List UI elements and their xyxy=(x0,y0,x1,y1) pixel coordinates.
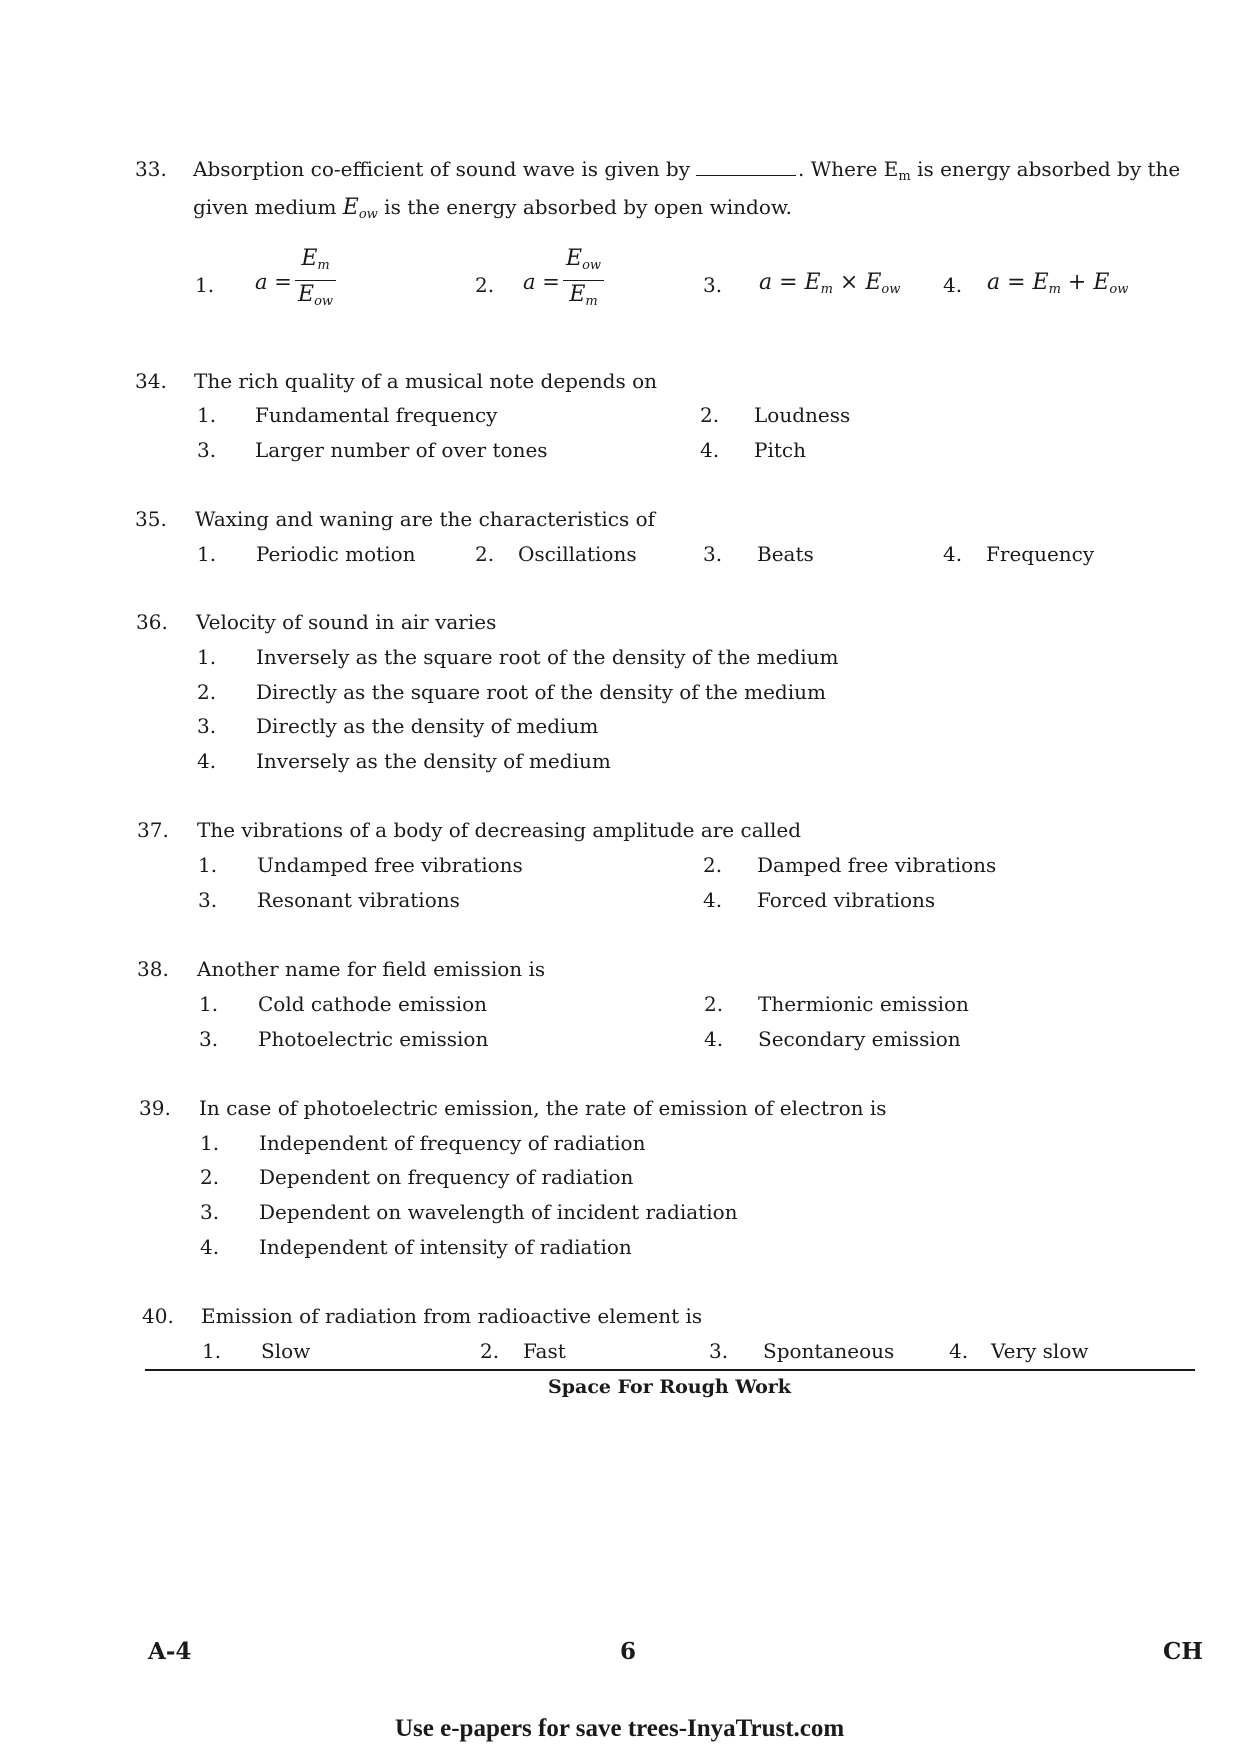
option-text: Inversely as the density of medium xyxy=(256,749,611,773)
option-text: Frequency xyxy=(986,542,1095,566)
option-number: 4. xyxy=(197,749,217,773)
option-text: Thermionic emission xyxy=(758,992,969,1016)
option-number: 3. xyxy=(703,273,723,297)
option-number: 4. xyxy=(200,1235,220,1259)
question-number: 36. xyxy=(136,610,168,634)
option-text: Beats xyxy=(757,542,814,566)
watermark-text: Use e-papers for save trees-InyaTrust.com xyxy=(395,1715,845,1742)
formula: $a = E_m \times E_{ow}$ xyxy=(759,270,901,297)
question-text: The vibrations of a body of decreasing amplitude are called xyxy=(197,818,802,842)
option-text: Photoelectric emission xyxy=(258,1027,489,1051)
question-number: 38. xyxy=(137,957,169,981)
answer-blank xyxy=(696,157,796,176)
question-number: 37. xyxy=(137,818,169,842)
option-text: Cold cathode emission xyxy=(258,992,488,1016)
option-text: Forced vibrations xyxy=(757,888,936,912)
divider-line xyxy=(145,1369,1195,1371)
option-text: Undamped free vibrations xyxy=(257,853,523,877)
option-number: 3. xyxy=(199,1027,219,1051)
option-text: Fast xyxy=(523,1339,566,1363)
option-number: 3. xyxy=(198,888,218,912)
formula: $a = E_m + E_{ow}$ xyxy=(987,270,1129,297)
option-number: 1. xyxy=(198,853,218,877)
option-text: Very slow xyxy=(991,1339,1089,1363)
question-text: Another name for field emission is xyxy=(197,957,546,981)
option-text: Independent of frequency of radiation xyxy=(259,1131,646,1155)
option-number: 4. xyxy=(943,273,963,297)
option-text: Fundamental frequency xyxy=(255,403,498,427)
formula-lhs: a = xyxy=(523,270,560,294)
question-text: Waxing and waning are the characteristics of xyxy=(195,507,656,531)
option-text: Loudness xyxy=(754,403,851,427)
question-number: 34. xyxy=(135,369,167,393)
question-text-line2: given medium $E_{ow}$ is the energy absorbed by open window. xyxy=(193,195,792,222)
page-number: 6 xyxy=(620,1638,637,1665)
option-number: 1. xyxy=(197,403,217,427)
question-number: 35. xyxy=(135,507,167,531)
option-number: 2. xyxy=(197,680,217,704)
option-text: Dependent on frequency of radiation xyxy=(259,1165,634,1189)
question-text: Emission of radiation from radioactive element is xyxy=(201,1304,703,1328)
option-number: 2. xyxy=(200,1165,220,1189)
option-text: Dependent on wavelength of incident radiation xyxy=(259,1200,738,1224)
option-text: Larger number of over tones xyxy=(255,438,548,462)
option-number: 1. xyxy=(202,1339,222,1363)
question-number: 39. xyxy=(139,1096,171,1120)
option-text: Inversely as the square root of the density of the medium xyxy=(256,645,839,669)
footer-code: A-4 xyxy=(148,1638,192,1665)
option-number: 1. xyxy=(200,1131,220,1155)
footer-subject: CH xyxy=(1163,1638,1204,1665)
option-number: 2. xyxy=(704,992,724,1016)
option-text: Damped free vibrations xyxy=(757,853,997,877)
option-number: 4. xyxy=(703,888,723,912)
option-text: Slow xyxy=(261,1339,311,1363)
option-text: Independent of intensity of radiation xyxy=(259,1235,632,1259)
option-number: 3. xyxy=(197,714,217,738)
option-text: Directly as the density of medium xyxy=(256,714,599,738)
option-number: 1. xyxy=(195,273,215,297)
option-number: 4. xyxy=(700,438,720,462)
option-number: 3. xyxy=(709,1339,729,1363)
option-number: 3. xyxy=(200,1200,220,1224)
option-number: 2. xyxy=(480,1339,500,1363)
option-text: Pitch xyxy=(754,438,806,462)
option-number: 2. xyxy=(703,853,723,877)
option-text: Periodic motion xyxy=(256,542,416,566)
option-number: 1. xyxy=(199,992,219,1016)
option-number: 4. xyxy=(949,1339,969,1363)
question-text: Velocity of sound in air varies xyxy=(196,610,497,634)
option-number: 2. xyxy=(475,273,495,297)
option-text: Spontaneous xyxy=(763,1339,895,1363)
question-number: 40. xyxy=(142,1304,174,1328)
option-number: 1. xyxy=(197,542,217,566)
option-number: 4. xyxy=(704,1027,724,1051)
option-text: Secondary emission xyxy=(758,1027,961,1051)
question-number: 33. xyxy=(135,157,167,181)
formula-lhs: a = xyxy=(255,270,292,294)
option-number: 3. xyxy=(197,438,217,462)
option-number: 1. xyxy=(197,645,217,669)
option-text: Resonant vibrations xyxy=(257,888,460,912)
option-number: 2. xyxy=(700,403,720,427)
option-text: Directly as the square root of the density of the medium xyxy=(256,680,826,704)
option-number: 4. xyxy=(943,542,963,566)
question-text: The rich quality of a musical note depends on xyxy=(194,369,658,393)
formula-fraction: $E_{ow}$ $E_m$ xyxy=(563,245,604,316)
question-text: Absorption co-efficient of sound wave is given by . Where $E_m$ is energy absorbed by the xyxy=(193,157,1181,184)
option-number: 2. xyxy=(475,542,495,566)
question-text: In case of photoelectric emission, the rate of emission of electron is xyxy=(199,1096,887,1120)
option-text: Oscillations xyxy=(518,542,637,566)
formula-fraction: $E_m$ $E_{ow}$ xyxy=(295,245,336,316)
rough-work-label: Space For Rough Work xyxy=(548,1376,791,1398)
option-number: 3. xyxy=(703,542,723,566)
